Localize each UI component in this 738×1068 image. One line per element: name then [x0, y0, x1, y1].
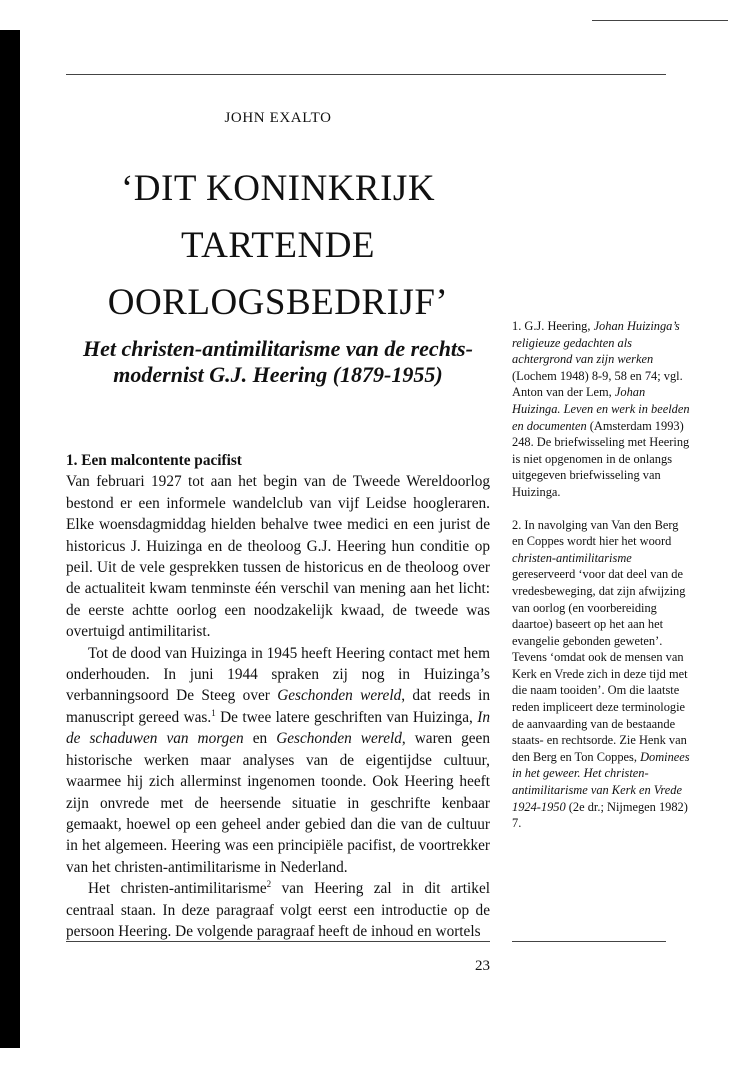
page-number: 23: [475, 958, 490, 974]
text-run: Het christen-antimilitarisme: [88, 880, 267, 898]
footer-rule: [66, 941, 490, 942]
footer-rule: [512, 941, 666, 942]
text-run: (Amsterdam 1993) 248. De briefwisseling met Heering is niet opgenomen in de onlangs uitgegeven briefwisseling van Huizinga.: [512, 418, 690, 499]
text-run: , dat reeds in manuscript gereed was.: [66, 687, 490, 726]
italic-text: Johan Huizinga’s religieuze gedachten als achtergrond van zijn werken: [512, 319, 680, 367]
header-rule: [66, 74, 666, 75]
italic-text: Dominees in het geweer. Het christen-antimilitarisme van Kerk en Vrede 1924-1950: [512, 749, 690, 814]
footnote: [512, 318, 692, 501]
text-run: De twee latere geschriften van Huizinga,: [215, 708, 478, 726]
italic-text: In de schaduwen van morgen: [66, 708, 490, 748]
main-text-column: [66, 450, 490, 942]
footnote: [512, 517, 692, 832]
text-run: 1. G.J. Heering,: [512, 319, 594, 333]
text-run: , waren geen historische werken maar analyses van de eigentijdse cultuur, waarmee hij zich allerminst ingenomen toonde. Ook Heering heeft zijn onvrede met de heersende situatie in geschrifte kenbaar gemaakt, hoewel op een geheel ander gebied dan die van de cultuur in het algemeen. Heering was een principiële pacifist, de voortrekker van het christen-antimilitarisme in Nederland.: [66, 730, 490, 876]
footnote-ref: 1: [211, 707, 216, 718]
text-run: 2. In navolging van Van den Berg en Coppes wordt hier het woord: [512, 517, 679, 549]
text-run: gereserveerd ‘voor dat deel van de vredesbeweging, dat zijn afwijzing van oorlog (en voorbereiding daartoe) baseert op het aan het evangelie gebonden geweten’. Tevens ‘omdat ook de mensen van Kerk en Vrede zich in deze tijd met die naam tooiden’. Om die laatste reden impliceert deze terminologie de aanvaarding van de bestaande staats- en rechtsorde. Zie Henk van den Berg en Ton Coppes,: [512, 567, 688, 764]
article-author: JOHN EXALTO: [224, 110, 332, 126]
body-paragraph: [66, 471, 490, 642]
italic-text: Geschonden wereld: [277, 687, 402, 705]
italic-text: christen-antimilitarisme: [512, 550, 632, 565]
text-run: (2e dr.; Nijmegen 1982) 7.: [512, 799, 688, 831]
text-run: en: [243, 730, 277, 748]
article-title: ‘DIT KONINKRIJK TARTENDE OORLOGSBEDRIJF’: [107, 168, 449, 323]
margin-footnotes: [512, 318, 692, 848]
italic-text: Geschonden wereld: [276, 730, 402, 748]
body-paragraph: [66, 643, 490, 878]
text-run: (Lochem 1948) 8-9, 58 en 74; vgl. Anton van der Lem,: [512, 368, 683, 400]
body-paragraph: [66, 878, 490, 942]
italic-text: Johan Huizinga. Leven en werk in beelden en documenten: [512, 385, 690, 433]
page-binding-shadow: [0, 30, 20, 1048]
top-corner-rule: [592, 20, 728, 21]
text-run: van Heering zal in dit artikel centraal staan. In deze paragraaf volgt eerst een introductie op de persoon Heering. De volgende paragraaf heeft de inhoud en wortels: [66, 880, 490, 940]
article-subtitle: Het christen-antimilitarisme van de rechts-modernist G.J. Heering (1879-1955): [83, 336, 473, 387]
text-run: Tot de dood van Huizinga in 1945 heeft Heering contact met hem onderhouden. In juni 1944 spraken zij nog in Huizinga’s verbanningsoord De Steeg over: [66, 644, 490, 705]
footnote-ref: 2: [266, 879, 272, 890]
section-heading: 1. Een malcontente pacifist: [66, 452, 242, 469]
text-run: Van februari 1927 tot aan het begin van de Tweede Wereldoorlog bestond er een informele wandelclub van vijf Leidse hoogleraren. Elke woensdagmiddag hielden behalve twee medici en een jurist de historicus J. Huizinga en de theoloog G.J. Heering hun conditie op peil. Uit de vele gesprekken tussen de historicus en de theoloog over de actualiteit kwam tenminste één verschil van mening aan het licht: de eerste achtte oorlog een noodzakelijk kwaad, de tweede was overtuigd antimilitarist.: [66, 473, 490, 641]
